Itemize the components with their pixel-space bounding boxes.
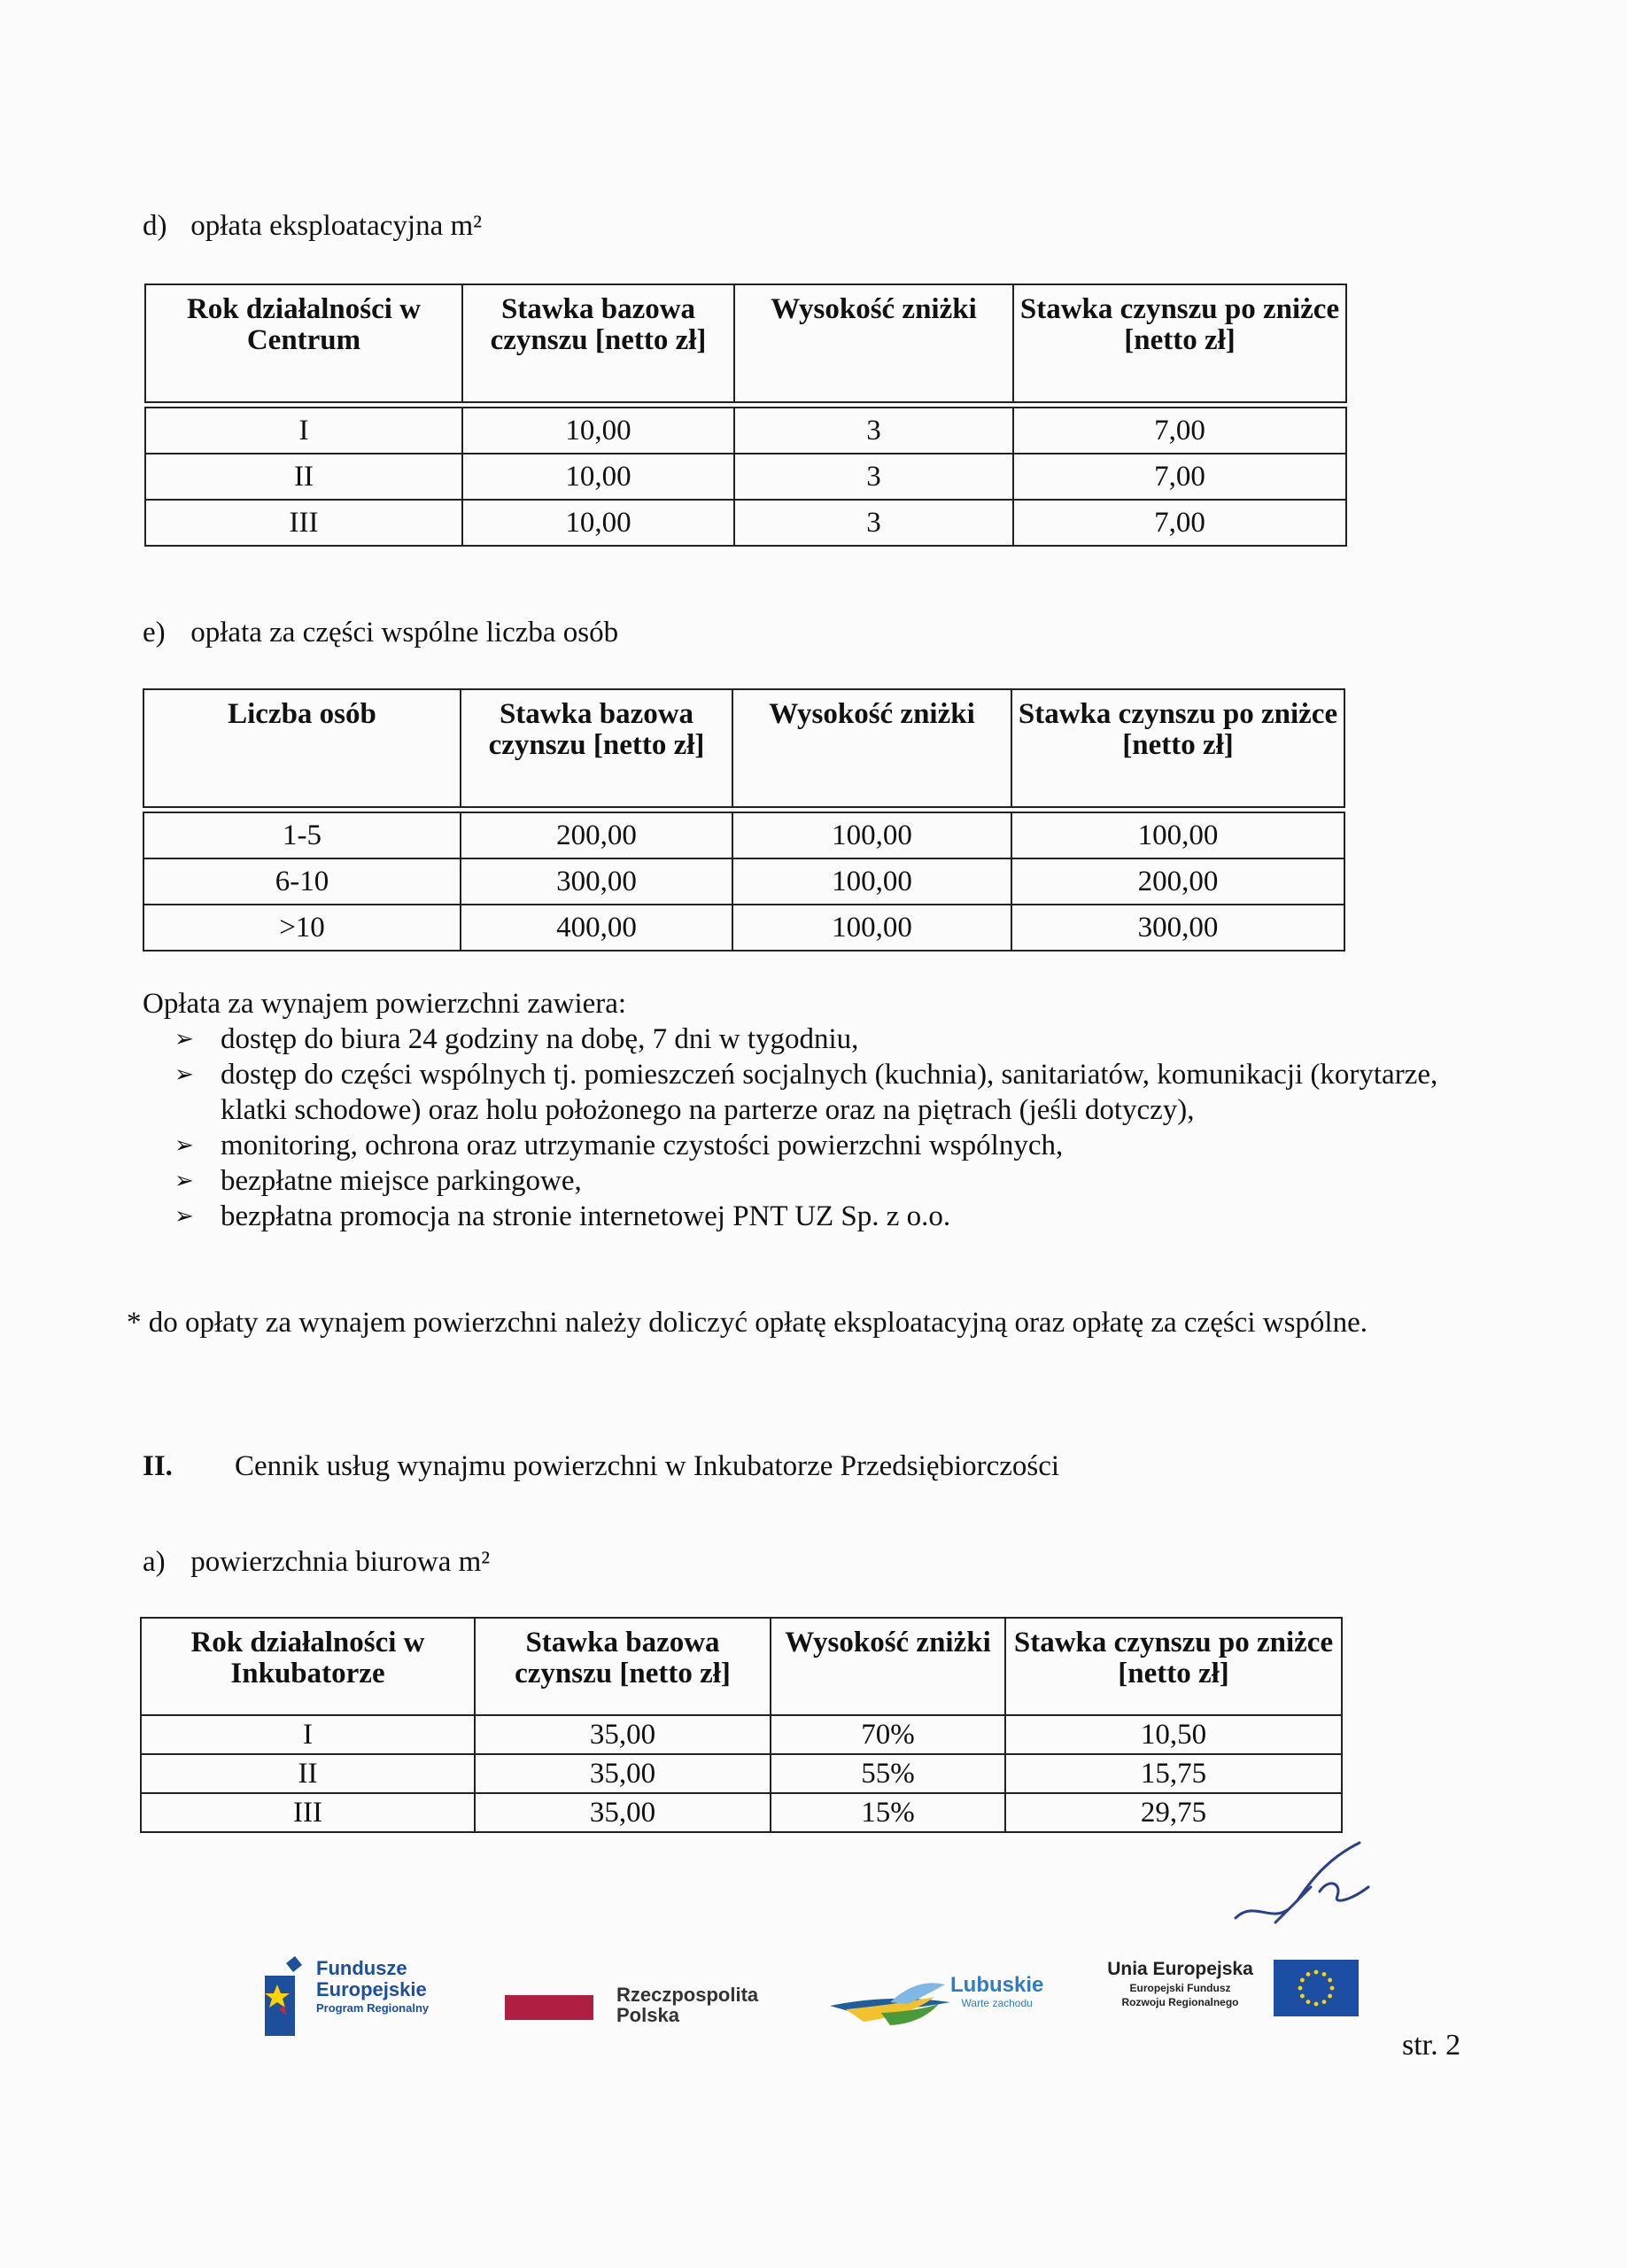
fe-line-3: Program Regionalny [316, 2001, 430, 2015]
table-cell: 3 [734, 454, 1013, 500]
table-cell: 35,00 [475, 1754, 771, 1793]
table-cell: 10,50 [1005, 1715, 1342, 1754]
table-cell: 400,00 [461, 905, 732, 951]
table-cell: I [141, 1715, 475, 1754]
table-header: Wysokość zniżki [732, 689, 1011, 807]
table-cell: II [141, 1754, 475, 1793]
table-row [145, 500, 1346, 546]
table-cell: 6-10 [143, 858, 461, 905]
list-item [143, 1057, 1496, 1128]
includes-intro: Opłata za wynajem powierzchni zawiera: [143, 988, 627, 1020]
section-e-label: e) [143, 617, 166, 649]
arrow-bullet-icon: ➢ [174, 1203, 194, 1229]
table-header: Stawka czynszu po zniżce [netto zł] [1005, 1618, 1342, 1715]
table-cell: 15,75 [1005, 1754, 1342, 1793]
table-cell: 7,00 [1013, 408, 1346, 454]
table-cell: 70% [771, 1715, 1005, 1754]
section-e-title: opłata za części wspólne liczba osób [190, 617, 619, 649]
lubuskie-tagline: Warte zachodu [961, 1997, 1033, 2009]
lubuskie-name: Lubuskie [950, 1973, 1044, 1997]
table-header: Stawka bazowa czynszu [netto zł] [462, 284, 734, 402]
table-cell: III [145, 500, 462, 546]
fe-star-icon [261, 1956, 302, 2036]
section-2-title: Cennik usług wynajmu powierzchni w Inkubatorze Przedsiębiorczości [235, 1450, 1060, 1482]
table-office-space [140, 1617, 1343, 1833]
table-row [141, 1754, 1342, 1793]
fe-line-1: Fundusze [316, 1957, 407, 1979]
section-2-number: II. [143, 1450, 173, 1482]
table-cell: 300,00 [461, 858, 732, 905]
table-row [143, 905, 1344, 951]
page-number: str. 2 [1402, 2029, 1461, 2062]
table-cell: 29,75 [1005, 1793, 1342, 1832]
section-d-title: opłata eksploatacyjna m² [190, 210, 483, 242]
table-cell: 55% [771, 1754, 1005, 1793]
fe-line-2: Europejskie [316, 1978, 427, 2000]
ue-line-1: Unia Europejska [1107, 1959, 1253, 1979]
arrow-bullet-icon: ➢ [174, 1026, 194, 1052]
table-row [143, 858, 1344, 905]
footnote: * do opłaty za wynajem powierzchni należy doliczyć opłatę eksploatacyjną oraz opłatę za części wspólne. [127, 1307, 1367, 1339]
rp-line-2: Polska [616, 2004, 679, 2026]
table-cell: 10,00 [462, 408, 734, 454]
table-cell: 100,00 [1011, 812, 1344, 858]
section-2-heading [143, 1450, 1059, 1483]
table-row [141, 1793, 1342, 1832]
section-d-label: d) [143, 210, 167, 242]
rental-includes [143, 986, 1496, 1234]
arrow-bullet-icon: ➢ [174, 1132, 194, 1158]
ue-line-2: Europejski Fundusz [1129, 1982, 1231, 1994]
table-cell: II [145, 454, 462, 500]
table-header: Stawka bazowa czynszu [netto zł] [475, 1618, 771, 1715]
table-header: Stawka czynszu po zniżce [netto zł] [1011, 689, 1344, 807]
section-d-heading [143, 208, 482, 244]
handwritten-signature [1227, 1838, 1377, 1945]
table-cell: III [141, 1793, 475, 1832]
table-row [145, 408, 1346, 454]
list-item-text: dostęp do biura 24 godziny na dobę, 7 dni w tygodniu, [221, 1023, 859, 1055]
section-a-heading [143, 1544, 490, 1580]
arrow-bullet-icon: ➢ [174, 1061, 194, 1087]
table-cell: 200,00 [461, 812, 732, 858]
table-header: Stawka bazowa czynszu [netto zł] [461, 689, 732, 807]
table-common-areas-fee [143, 688, 1345, 951]
table-cell: I [145, 408, 462, 454]
table-cell: 100,00 [732, 812, 1011, 858]
table-cell: 1-5 [143, 812, 461, 858]
list-item-text: bezpłatne miejsce parkingowe, [221, 1165, 582, 1197]
list-item [143, 1128, 1496, 1163]
table-header: Wysokość zniżki [734, 284, 1013, 402]
table-header: Rok działalności w Centrum [145, 284, 462, 402]
table-cell: 35,00 [475, 1793, 771, 1832]
lubuskie-wave-icon [828, 1960, 952, 2031]
table-cell: >10 [143, 905, 461, 951]
includes-list [143, 1021, 1496, 1234]
table-cell: 100,00 [732, 905, 1011, 951]
eu-flag-icon [1274, 1960, 1359, 2016]
table-cell: 3 [734, 500, 1013, 546]
table-cell: 200,00 [1011, 858, 1344, 905]
rp-line-1: Rzeczpospolita [616, 1984, 759, 2006]
list-item [143, 1199, 1496, 1234]
table-cell: 300,00 [1011, 905, 1344, 951]
funding-logos [0, 1949, 1627, 2055]
section-a-label: a) [143, 1546, 166, 1578]
table-cell: 7,00 [1013, 454, 1346, 500]
table-row [143, 812, 1344, 858]
table-cell: 3 [734, 408, 1013, 454]
list-item-text: bezpłatna promocja na stronie internetowej PNT UZ Sp. z o.o. [221, 1200, 951, 1232]
list-item [143, 1021, 1496, 1057]
list-item-text: monitoring, ochrona oraz utrzymanie czystości powierzchni wspólnych, [221, 1130, 1064, 1161]
table-cell: 7,00 [1013, 500, 1346, 546]
section-a-title: powierzchnia biurowa m² [190, 1546, 491, 1578]
table-operating-fee [144, 284, 1347, 547]
polish-flag-icon [505, 1995, 593, 2020]
table-cell: 10,00 [462, 454, 734, 500]
table-header: Liczba osób [143, 689, 461, 807]
table-header: Stawka czynszu po zniżce [netto zł] [1013, 284, 1346, 402]
arrow-bullet-icon: ➢ [174, 1168, 194, 1193]
table-cell: 15% [771, 1793, 1005, 1832]
table-cell: 35,00 [475, 1715, 771, 1754]
table-header: Wysokość zniżki [771, 1618, 1005, 1715]
table-row [145, 454, 1346, 500]
list-item-text: dostęp do części wspólnych tj. pomieszczeń socjalnych (kuchnia), sanitariatów, komunikacji (korytarze, klatki schodowe) oraz holu położonego na parterze oraz na piętrach (jeśli dotyczy), [221, 1059, 1438, 1126]
section-e-heading [143, 615, 618, 650]
ue-line-3: Rozwoju Regionalnego [1121, 1996, 1239, 2008]
table-row [141, 1715, 1342, 1754]
table-cell: 100,00 [732, 858, 1011, 905]
list-item [143, 1163, 1496, 1199]
table-header: Rok działalności w Inkubatorze [141, 1618, 475, 1715]
table-cell: 10,00 [462, 500, 734, 546]
